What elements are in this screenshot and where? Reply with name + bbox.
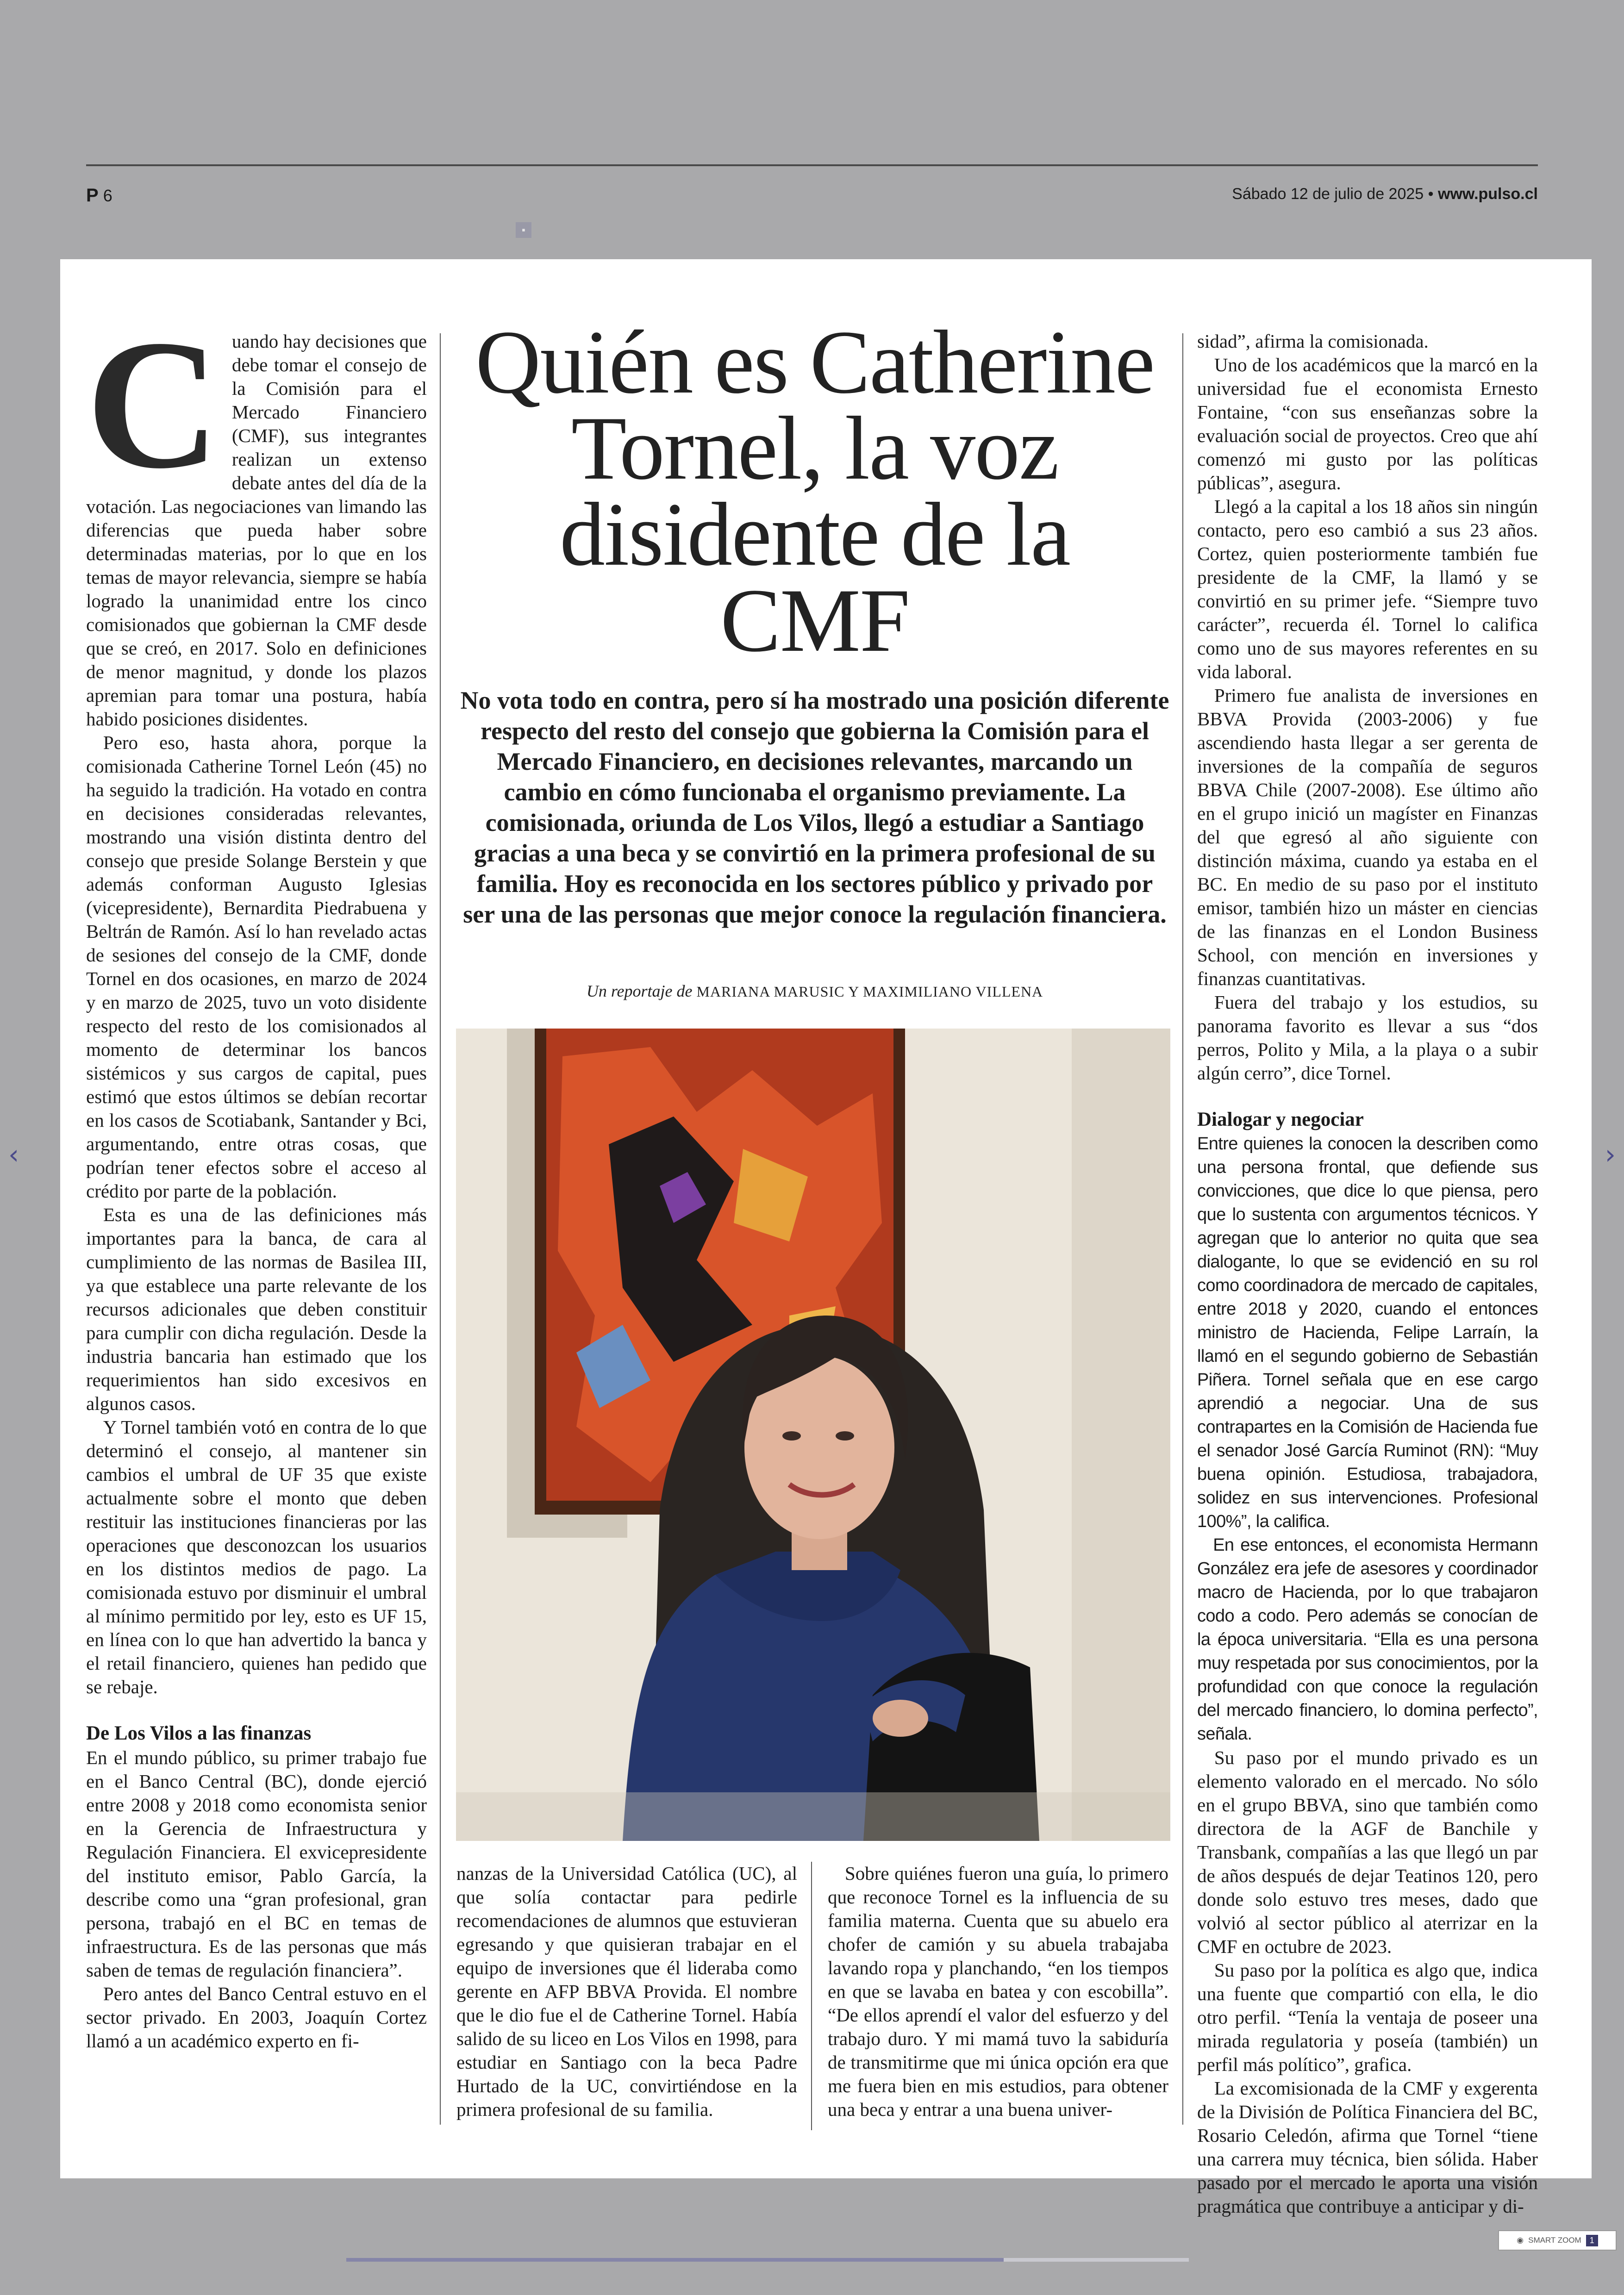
- chevron-right-icon[interactable]: ›: [1605, 1139, 1616, 1170]
- page-prefix: P: [86, 185, 99, 206]
- paragraph: La excomisionada de la CMF y exgerenta de la División de Política Financiera del BC, Rosario Celedón, afirma que Tornel “tiene una carrera muy técnica, bien sólida. Haber pasado por el mercado le aporta una visión pragmática que contribuye a anticipar y di-: [1197, 2077, 1538, 2217]
- paragraph: Fuera del trabajo y los estudios, su panorama favorito es llevar a sus “dos perros, Polito y Mila, a la playa o a subir algún cerro”, dice Tornel.: [1197, 992, 1538, 1084]
- header-rule: [86, 164, 1538, 166]
- paragraph: En ese entonces, el economista Hermann González era jefe de asesores y coordinador macro de Hacienda, por lo que trabajaron codo a codo. Pero además se conocían de la época universitaria. “Ella es una persona muy respetada por sus conocimientos, por la profundidad con que conoce la regulación del mercado financiero, lo domina perfecto”, señala.: [1197, 1535, 1538, 1744]
- paragraph: sidad”, afirma la comisionada.: [1197, 331, 1429, 352]
- article-column-4: [1197, 330, 1538, 2218]
- smart-zoom-label: SMART ZOOM: [1528, 2236, 1581, 2245]
- dateline: [1232, 185, 1538, 203]
- paragraph: En el mundo público, su primer trabajo fue en el Banco Central (BC), donde ejerció entre 2008 y 2018 como economista senior en la Gerencia de Infraestructura y Regulación Financiera. El exvicepresidente del instituto emisor, Pablo García, la describe como una “gran profesional, gran persona, trabajó en el BC en temas de infraestructura. Es de las personas que más saben de temas de regulación financiera”.: [86, 1747, 427, 1981]
- column-divider: [440, 333, 441, 2125]
- smart-zoom-value: 1: [1586, 2235, 1598, 2246]
- paragraph: Pero antes del Banco Central estuvo en el sector privado. En 2003, Joaquín Cortez llamó a un académico experto en fi-: [86, 1983, 427, 2052]
- page-number-value: 6: [103, 186, 112, 205]
- portrait-photo: [456, 1029, 1170, 1841]
- article-column-3: [828, 1862, 1168, 2121]
- lead-text: uando hay decisiones que debe tomar el consejo de la Comisión para el Mercado Financiero (CMF), sus integrantes realizan un extenso debate antes del día de la votación. Las negociaciones van limando las diferencias que pueda haber sobre determinadas materias, por lo que en los temas de mayor relevancia, siempre se había logrado la unanimidad entre los cinco comisionados que gobiernan la CMF desde que se creó, en 2017. Solo en definiciones de menor magnitud, y donde los plazos apremian para tomar una postura, había habido posiciones disidentes.: [86, 331, 427, 730]
- paragraph: Primero fue analista de inversiones en BBVA Provida (2003-2006) y fue ascendiendo hasta llegar a ser gerenta de inversiones de la compañía de seguros BBVA Chile (2007-2008). Ese último año en el grupo inició un magíster en Finanzas del que egresó al año siguiente con distinción máxima, cuando ya estaba en el BC. En medio de su paso por el instituto emisor, también hizo un máster en ciencias de las finanzas en el London Business School, con mención en inversiones y finanzas cuantitativas.: [1197, 685, 1538, 989]
- paragraph: Sobre quiénes fueron una guía, lo primero que reconoce Tornel es la influencia de su familia materna. Cuenta que su abuelo era chofer de camión y su abuela trabajaba lavando ropa y planchando, “en los tiempos en que se lavaba en batea y con escobilla”. “De ellos aprendí el valor del esfuerzo y del trabajo duro. Y mi mamá tuvo la sabiduría de transmitirme que mi única opción era que me fuera bien en mis estudios, para obtener una beca y entrar a una buena univer-: [828, 1863, 1168, 2120]
- author-names: MARIANA MARUSIC Y MAXIMILIANO VILLENA: [696, 983, 1043, 1000]
- progress-fill: [346, 2258, 1004, 2262]
- deck-subtitle: No vota todo en contra, pero sí ha mostrado una posición diferente respecto del resto del consejo que gobierna la Comisión para el Mercado Financiero, en decisiones relevantes, marcando un cambio en cómo funcionaba el organismo previamente. La comisionada, oriunda de Los Vilos, llegó a estudiar a Santiago gracias a una beca y se convirtió en la primera profesional de su familia. Hoy es reconocida en los sectores público y privado por ser una de las personas que mejor conoce la regulación financiera.: [460, 686, 1169, 928]
- page-number: [86, 185, 112, 206]
- paragraph: Pero eso, hasta ahora, porque la comisionada Catherine Tornel León (45) no ha seguido la tradición. Ha votado en contra en decisiones consideradas relevantes, mostrando una visión distinta dentro del consejo que preside Solange Berstein y que además conforman Augusto Iglesias (vicepresidente), Bernardita Piedrabuena y Beltrán de Ramón. Así lo han revelado actas de sesiones del consejo de la CMF, donde Tornel en dos ocasiones, en marzo de 2024 y en marzo de 2025, tuvo un voto disidente respecto del resto de los comisionados al momento de determinar los bancos sistémicos y sus cargos de capital, pues estimó que estos últimos se debían recortar en los casos de Scotiabank, Santander y Bci, argumentando, entre otras cosas, que podrían tener efectos sobre el acceso al crédito por parte de la población.: [86, 732, 427, 1202]
- paragraph: Y Tornel también votó en contra de lo que determinó el consejo, al mantener sin cambios el umbral de UF 35 que existe actualmente sobre el monto que deben restituir las instituciones financieras por las operaciones que desconozcan los usuarios en los distintos medios de pago. La comisionada estuvo por disminuir el umbral al mínimo permitido por ley, esto es UF 15, en línea con lo que han advertido la banca y el retail financiero, quienes han pedido que se rebaje.: [86, 1416, 427, 1697]
- paragraph: nanzas de la Universidad Católica (UC), al que solía contactar para pedirle recomendaciones de alumnos que estuvieran egresando y que quisieran trabajar en el equipo de inversiones que él lideraba como gerente en AFP BBVA Provida. El nombre que le dio fue el de Catherine Tornel. Había salido de su liceo en Los Vilos en 1998, para estudiar en Santiago con la beca Padre Hurtado de la UC, convirtiéndose en la primera profesional de su familia.: [456, 1863, 797, 2120]
- paragraph: Su paso por la política es algo que, indica una fuente que compartió con ella, le dio otro perfil. “Tenía la ventaja de poseer una mirada regulatoria y poseía (también) un perfil más político”, grafica.: [1197, 1959, 1538, 2075]
- paragraph: Esta es una de las definiciones más importantes para la banca, de cara al cumplimiento de las normas de Basilea III, ya que establece una parte relevante de los recursos adicionales que deben constituir para cumplir con dicha regulación. Desde la industria bancaria han estimado que los requerimientos han sido excesivos en algunos casos.: [86, 1204, 427, 1414]
- article-column-2: [456, 1862, 797, 2121]
- smart-zoom-button[interactable]: [1498, 2230, 1617, 2251]
- paragraph: Entre quienes la conocen la describen como una persona frontal, que defiende sus convicciones, que dice lo que piensa, pero que lo sustenta con argumentos técnicos. Y agregan que lo anterior no quita que sea dialogante, lo que se evidenció en su rol como coordinadora de mercado de capitales, entre 2018 y 2020, cuando el entonces ministro de Hacienda, Felipe Larraín, la llamó en el segundo gobierno de Sebastián Piñera. Tornel señala que en ese cargo aprendió a negociar. Una de sus contrapartes en la Comisión de Hacienda fue el senador José García Ruminot (RN): “Muy buena opinión. Estudiosa, trabajadora, solidez en sus intervenciones. Profesional 100%”, la califica.: [1197, 1134, 1538, 1531]
- column-divider: [811, 1862, 812, 2130]
- section-heading: De Los Vilos a las finanzas: [86, 1722, 312, 1744]
- paragraph: Uno de los académicos que la marcó en la universidad fue el economista Ernesto Fontaine, “con sus enseñanzas sobre la evaluación social de proyectos. Creo que ahí comenzó mi gusto por las políticas públicas”, asegura.: [1197, 354, 1538, 493]
- byline-prefix: Un reportaje de: [586, 982, 693, 1000]
- eye-icon: ◉: [1517, 2236, 1524, 2245]
- byline: [458, 981, 1171, 1001]
- issue-date: Sábado 12 de julio de 2025: [1232, 185, 1424, 203]
- section-heading: Dialogar y negociar: [1197, 1109, 1364, 1130]
- site-url: www.pulso.cl: [1438, 185, 1538, 203]
- drop-cap: C: [86, 302, 220, 507]
- paragraph: Su paso por el mundo privado es un elemento valorado en el mercado. No sólo en el grupo BBVA, sino que también como directora de la AGF de Banchile y Transbank, compañías a las que llegó un par de años después de dejar Teatinos 120, pero donde solo estuvo tres meses, dado que volvió al sector público al aterrizar en la CMF en octubre de 2023.: [1197, 1747, 1538, 1957]
- scroll-progress-bar[interactable]: [346, 2258, 1189, 2262]
- chevron-left-icon[interactable]: ‹: [8, 1139, 19, 1170]
- column-divider: [1182, 333, 1183, 2125]
- portrait-illustration: [456, 1029, 1170, 1841]
- lead-paragraph: [86, 302, 427, 731]
- paragraph: Llegó a la capital a los 18 años sin ningún contacto, pero eso cambió a sus 23 años. Cortez, quien posteriormente también fue presidente de la CMF, la llamó y se convirtió en su primer jefe. “Siempre tuvo carácter”, recuerda él. Tornel lo califica como uno de sus mayores referentes en su vida laboral.: [1197, 496, 1538, 682]
- page-marker-icon[interactable]: ▪: [516, 222, 531, 238]
- article-column-1: [86, 302, 427, 2053]
- headline: Quién es Catherine Tornel, la voz disidente de la CMF: [475, 312, 1155, 671]
- date-separator: •: [1424, 185, 1438, 203]
